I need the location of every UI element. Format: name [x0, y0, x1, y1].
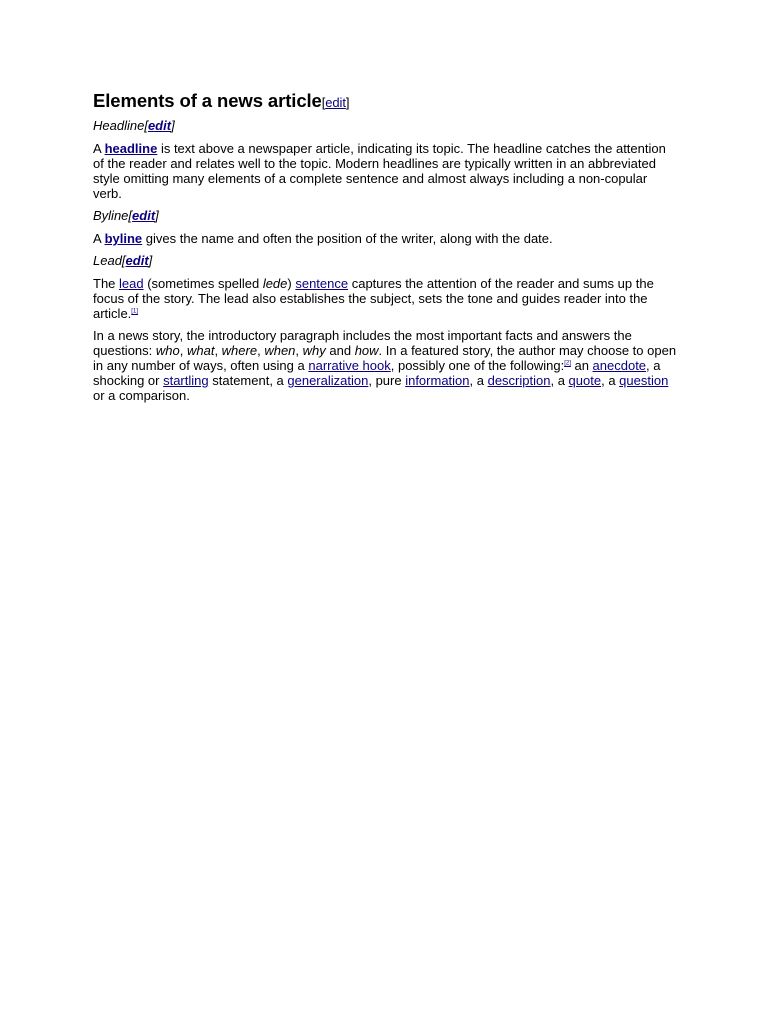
lead-paragraph-2: In a news story, the introductory paragraph includes the most important facts and answers the questions: who, what, where, when, why and how. In a featured story, the author may choose to open in any number of ways, often using a narrative hook, possibly one of the following:[2] an anecdote, a shocking or startling statement, a generalization, pure information, a description, a quote, a question or a comparison.	[93, 328, 677, 403]
byline-paragraph: A byline gives the name and often the position of the writer, along with the date.	[93, 231, 553, 246]
subheading-lead: Lead[edit]	[93, 253, 153, 268]
quote-link[interactable]: quote	[568, 373, 602, 388]
headline-paragraph: A headline is text above a newspaper article, indicating its topic. The headline catches the attention of the reader and relates well to the topic. Modern headlines are typically written in an abbreviated style omitting many elements of a complete sentence and almost always including a non-copular verb.	[93, 141, 666, 201]
information-link[interactable]: information	[405, 373, 470, 388]
lead-link[interactable]: lead	[119, 276, 144, 291]
description-link[interactable]: description	[487, 373, 551, 388]
lead-paragraph-1: The lead (sometimes spelled lede) sentence captures the attention of the reader and sums up the focus of the story. The lead also establishes the subject, sets the tone and guides reader into the article.[1]	[93, 276, 654, 321]
headline-link[interactable]: headline	[104, 141, 158, 156]
article-content	[93, 88, 678, 403]
section-heading	[93, 88, 678, 116]
generalization-link[interactable]: generalization	[287, 373, 369, 388]
reference-2-link[interactable]: [2]	[564, 360, 571, 367]
heading-edit-link[interactable]: edit	[325, 95, 346, 110]
lede-term: lede	[262, 276, 288, 291]
startling-link[interactable]: startling	[163, 373, 209, 388]
lead-edit-link[interactable]: edit	[125, 253, 149, 268]
narrative-hook-link[interactable]: narrative hook	[308, 358, 391, 373]
reference-1-link[interactable]: [1]	[131, 308, 138, 315]
sentence-link[interactable]: sentence	[295, 276, 349, 291]
byline-link[interactable]: byline	[104, 231, 143, 246]
question-link[interactable]: question	[619, 373, 669, 388]
anecdote-link[interactable]: anecdote	[592, 358, 647, 373]
heading-title: Elements of a news article	[93, 90, 322, 111]
byline-edit-link[interactable]: edit	[132, 208, 156, 223]
subheading-byline: Byline[edit]	[93, 208, 159, 223]
heading-edit-wrapper: [edit]	[321, 95, 350, 110]
subheading-headline: Headline[edit]	[93, 118, 175, 133]
headline-edit-link[interactable]: edit	[147, 118, 172, 133]
